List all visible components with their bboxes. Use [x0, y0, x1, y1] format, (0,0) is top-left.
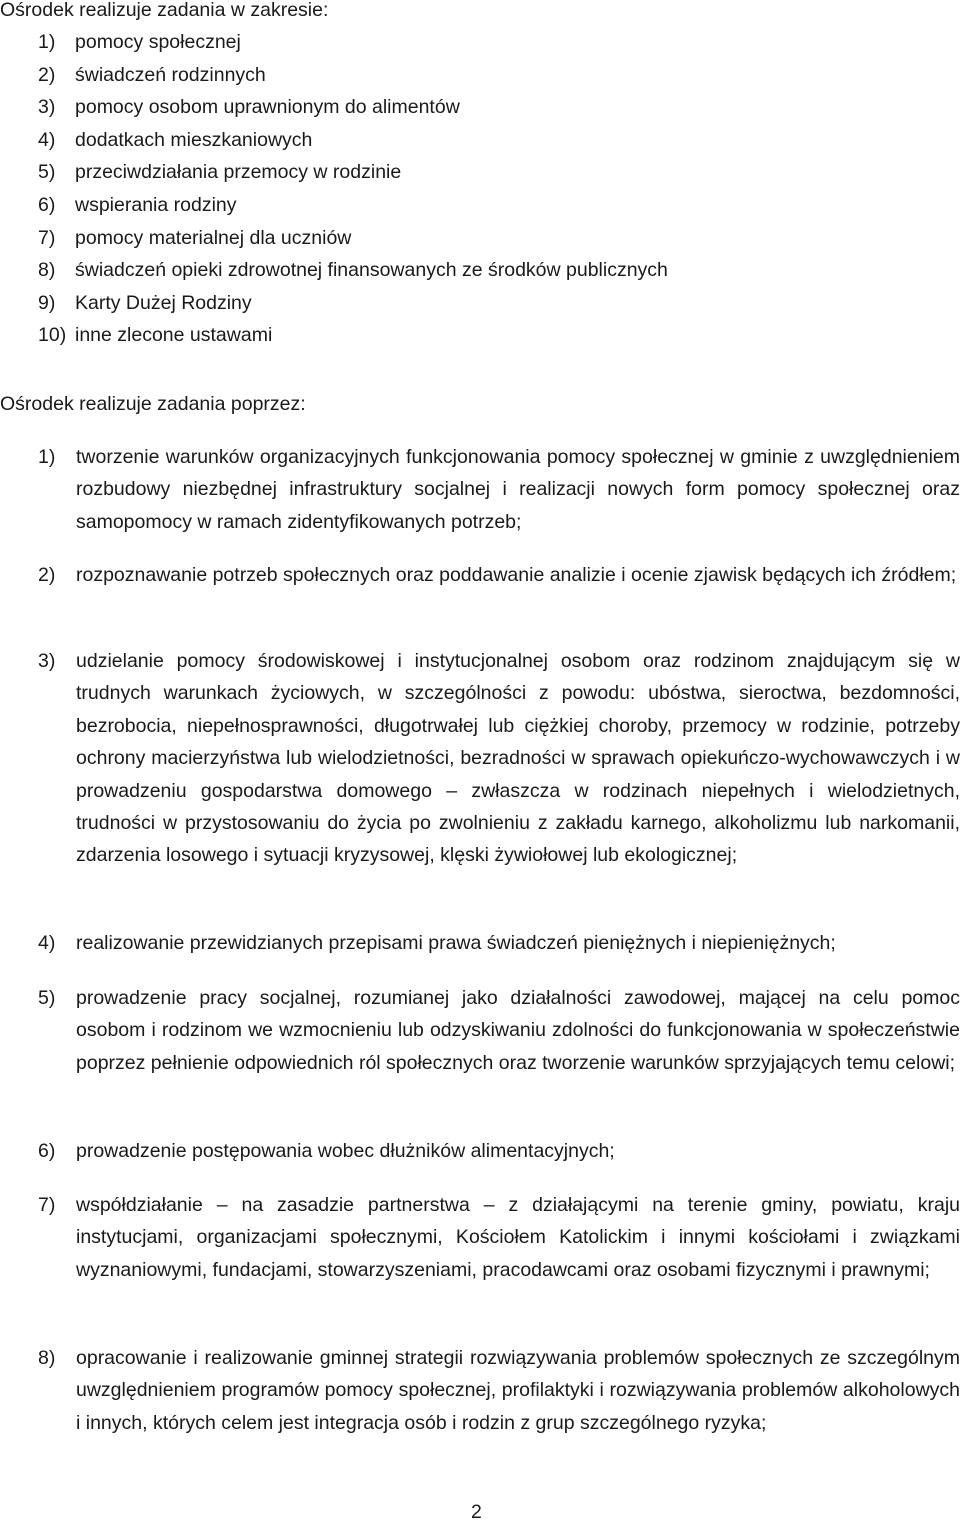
task-item [38, 645, 960, 872]
scope-item-number: 2) [38, 63, 56, 86]
task-text: prowadzenie pracy socjalnej, rozumianej jako działalności zawodowej, mającej na celu pomoc osobom i rodzinom we wzmocnieniu lub odzyskiwaniu zdolności do funkcjonowania w społeczeństwie poprzez pełnienie odpowiednich ról społecznych oraz tworzenie warunków sprzyjających temu celowi; [76, 987, 960, 1074]
task-text: udzielanie pomocy środowiskowej i instytucjonalnej osobom oraz rodzinom znajdującym się w trudnych warunkach życiowych, w szczególności z powodu: ubóstwa, sieroctwa, bezdomności, bezrobocia, niepełnosprawności, długotrwałej lub ciężkiej choroby, przemocy w rodzinie, potrzeby ochrony macierzyństwa lub wielodzietności, bezradności w sprawach opiekuńczo-wychowawczych i w prowadzeniu gospodarstwa domowego – zwłaszcza w rodzinach niepełnych i wielodzietnych, trudności w przystosowaniu do życia po zwolnieniu z zakładu karnego, alkoholizmu lub narkomanii, zdarzenia losowego i sytuacji kryzysowej, klęski żywiołowej lub ekologicznej; [76, 650, 960, 867]
scope-item-text: Karty Dużej Rodziny [75, 291, 252, 314]
task-number: 7) [38, 1194, 56, 1216]
scope-item-text: świadczeń opieki zdrowotnej finansowanych ze środków publicznych [75, 259, 668, 282]
scope-item-text: pomocy osobom uprawnionym do alimentów [75, 96, 460, 119]
scope-item-number: 9) [38, 291, 56, 314]
scope-item-text: wspierania rodziny [75, 193, 237, 216]
task-number: 3) [38, 650, 56, 672]
scope-item-number: 10) [38, 324, 67, 347]
task-number: 5) [38, 987, 56, 1009]
task-text: realizowanie przewidzianych przepisami prawa świadczeń pieniężnych i niepieniężnych; [76, 932, 836, 954]
task-item [38, 1135, 960, 1167]
scope-heading: Ośrodek realizuje zadania w zakresie: [0, 0, 329, 21]
task-item [38, 1189, 960, 1286]
task-text: opracowanie i realizowanie gminnej strategii rozwiązywania problemów społecznych ze szczególnym uwzględnieniem programów pomocy społecznej, profilaktyki i rozwiązywania problemów alkoholowych i innych, których celem jest integracja osób i rodzin z grup szczególnego ryzyka; [76, 1347, 960, 1434]
task-item [38, 1342, 960, 1439]
scope-item-text: inne zlecone ustawami [75, 324, 273, 347]
task-item [38, 927, 960, 959]
task-text: współdziałanie – na zasadzie partnerstwa – z działającymi na terenie gminy, powiatu, kraju instytucjami, organizacjami społecznymi, Kościołem Katolickim i innymi kościołami i związkami wyznaniowymi, fundacjami, stowarzyszeniami, pracodawcami oraz osobami fizycznymi i prawnymi; [76, 1194, 960, 1281]
task-item [38, 559, 960, 591]
task-number: 6) [38, 1140, 56, 1162]
task-text: tworzenie warunków organizacyjnych funkcjonowania pomocy społecznej w gminie z uwzględnieniem rozbudowy niezbędnej infrastruktury socjalnej i realizacji nowych form pomocy społecznej oraz samopomocy w ramach zidentyfikowanych potrzeb; [76, 446, 960, 533]
task-number: 4) [38, 932, 56, 954]
page-number: 2 [471, 1501, 482, 1523]
task-text: prowadzenie postępowania wobec dłużników alimentacyjnych; [76, 1140, 615, 1162]
scope-item-text: pomocy materialnej dla uczniów [75, 226, 352, 249]
scope-item-text: świadczeń rodzinnych [75, 63, 266, 86]
scope-item-number: 4) [38, 128, 56, 151]
scope-item-text: pomocy społecznej [75, 31, 241, 53]
scope-item-text: przeciwdziałania przemocy w rodzinie [75, 161, 402, 184]
task-number: 2) [38, 564, 56, 586]
task-number: 8) [38, 1347, 56, 1369]
scope-item-number: 8) [38, 259, 56, 282]
scope-item-number: 3) [38, 96, 56, 119]
tasks-heading: Ośrodek realizuje zadania poprzez: [0, 393, 306, 415]
task-item [38, 982, 960, 1079]
scope-item-number: 5) [38, 161, 56, 184]
scope-item-text: dodatkach mieszkaniowych [75, 128, 313, 151]
scope-item-number: 7) [38, 226, 56, 249]
scope-item-number: 1) [38, 31, 56, 53]
task-number: 1) [38, 446, 56, 468]
scope-item-number: 6) [38, 193, 56, 216]
task-text: rozpoznawanie potrzeb społecznych oraz poddawanie analizie i ocenie zjawisk będących ich źródłem; [76, 564, 957, 586]
task-item [38, 441, 960, 538]
